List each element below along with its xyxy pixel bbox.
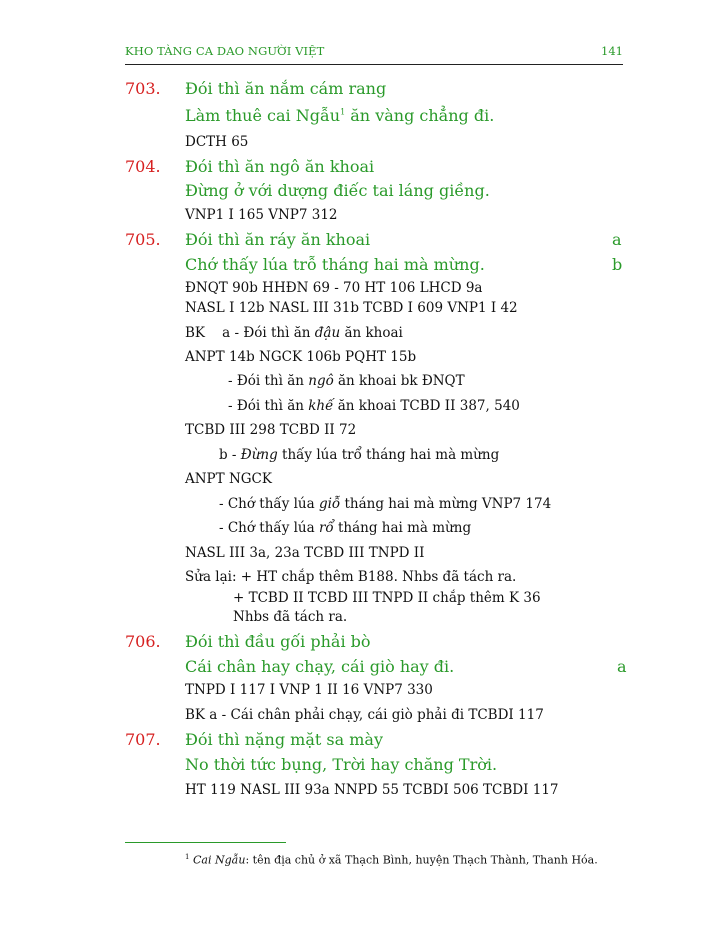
variant-line: - Chớ thấy lúa rổ tháng hai mà mừng	[219, 520, 472, 536]
source-line: HT 119 NASL III 93a NNPD 55 TCBDI 506 TCBDI 117	[185, 782, 559, 798]
source-line: NASL I 12b NASL III 31b TCBD I 609 VNP1 I 42	[185, 300, 518, 316]
source-line: VNP1 I 165 VNP7 312	[185, 207, 338, 223]
footnote-marker: 1	[185, 853, 190, 861]
verse-line: Làm thuê cai Ngẫu$^1$ ăn vàng chẳng đi.	[185, 106, 495, 125]
variant-line: BK a - Đói thì ăn đậu ăn khoai	[185, 325, 403, 341]
source-line: ĐNQT 90b HHĐN 69 - 70 HT 106 LHCD 9a	[185, 280, 483, 296]
entry-number: 703.	[125, 79, 161, 98]
source-line: NASL III 3a, 23a TCBD III TNPD II	[185, 545, 425, 561]
footnote-text: : tên địa chủ ở xã Thạch Bình, huyện Thạch Thành, Thanh Hóa.	[245, 853, 598, 867]
correction-line: Nhbs đã tách ra.	[233, 609, 348, 625]
verse-line: Đói thì ăn ráy ăn khoai	[185, 230, 371, 249]
source-line: ANPT NGCK	[185, 471, 272, 487]
footnote	[185, 853, 598, 867]
footnote-divider	[125, 842, 286, 843]
variant-line: b - Đừng thấy lúa trổ tháng hai mà mừng	[219, 447, 500, 463]
verse-line: No thời tức bụng, Trời hay chăng Trời.	[185, 755, 498, 774]
footnote-term: Cai Ngẫu	[192, 853, 246, 867]
source-line: ANPT 14b NGCK 106b PQHT 15b	[185, 349, 417, 365]
verse-line: Đói thì nặng mặt sa mày	[185, 730, 383, 749]
verse-line: Đói thì ăn ngô ăn khoai	[185, 157, 375, 176]
verse-line: Chớ thấy lúa trỗ tháng hai mà mừng.	[185, 255, 485, 274]
page-number: 141	[601, 44, 623, 58]
book-title: KHO TÀNG CA DAO NGƯỜI VIỆT	[125, 44, 325, 58]
footnote-ref[interactable]: 1	[340, 107, 346, 117]
source-line: TCBD III 298 TCBD II 72	[185, 422, 357, 438]
line-mark: a	[612, 230, 622, 249]
variant-line: - Chớ thấy lúa giỗ tháng hai mà mừng VNP7 174	[219, 496, 552, 512]
line-mark: a	[617, 657, 627, 676]
variant-line: - Đói thì ăn khế ăn khoai TCBD II 387, 540	[228, 398, 520, 414]
line-mark: b	[612, 255, 623, 274]
verse-line: Đói thì đầu gối phải bò	[185, 632, 371, 651]
verse-line: Đừng ở với dượng điếc tai láng giềng.	[185, 181, 490, 200]
correction-line: Sửa lại: + HT chắp thêm B188. Nhbs đã tách ra.	[185, 569, 517, 585]
running-header	[125, 44, 623, 65]
verse-line: Đói thì ăn nắm cám rang	[185, 79, 387, 98]
correction-line: + TCBD II TCBD III TNPD II chắp thêm K 36	[233, 590, 541, 606]
variant-line: BK a - Cái chân phải chạy, cái giò phải đi TCBDI 117	[185, 707, 544, 723]
source-line: TNPD I 117 I VNP 1 II 16 VNP7 330	[185, 682, 433, 698]
entry-number: 705.	[125, 230, 161, 249]
variant-line: - Đói thì ăn ngô ăn khoai bk ĐNQT	[228, 373, 465, 389]
source-line: DCTH 65	[185, 134, 249, 150]
entry-number: 707.	[125, 730, 161, 749]
entry-number: 704.	[125, 157, 161, 176]
entry-number: 706.	[125, 632, 161, 651]
verse-line: Cái chân hay chạy, cái giò hay đi.	[185, 657, 455, 676]
